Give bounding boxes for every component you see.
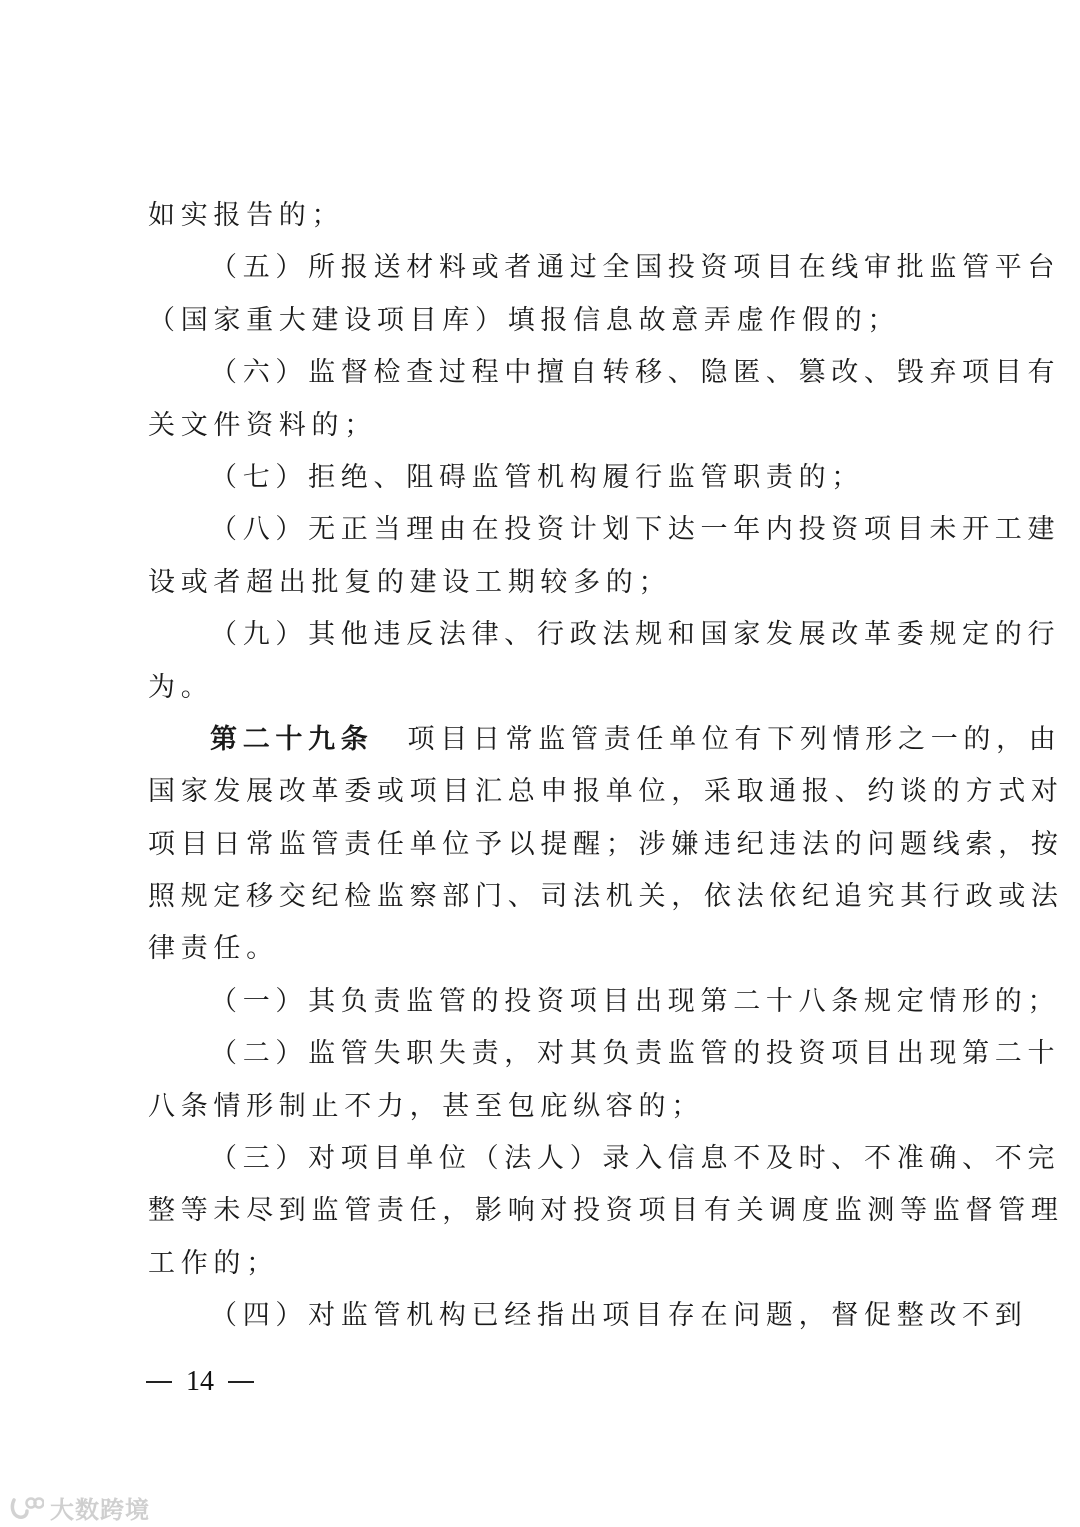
text-line: （一）其负责监管的投资项目出现第二十八条规定情形的； bbox=[210, 985, 1061, 1017]
text-line: （五）所报送材料或者通过全国投资项目在线审批监管平台 bbox=[210, 252, 1061, 284]
text-line: 如实报告的； bbox=[148, 200, 345, 231]
text-line: （四）对监管机构已经指出项目存在问题，督促整改不到 bbox=[210, 1300, 1028, 1332]
text-line: （二）监管失职失责，对其负责监管的投资项目出现第二十 bbox=[210, 1038, 1061, 1070]
text-line: （八）无正当理由在投资计划下达一年内投资项目未开工建 bbox=[210, 514, 1061, 546]
article-heading-line bbox=[148, 714, 1062, 766]
text-line: 整等未尽到监管责任，影响对投资项目有关调度监测等监督管理 bbox=[148, 1195, 1064, 1227]
text-line: 设或者超出批复的建设工期较多的； bbox=[148, 566, 672, 598]
text-line: （国家重大建设项目库）填报信息故意弄虚作假的； bbox=[148, 304, 901, 336]
text-line: 项目日常监管责任单位予以提醒；涉嫌违纪违法的问题线索，按 bbox=[148, 828, 1064, 860]
text-line: 为。 bbox=[148, 671, 214, 703]
document-body bbox=[148, 190, 1064, 1343]
watermark bbox=[10, 1490, 150, 1525]
text-line: 工作的； bbox=[148, 1247, 279, 1279]
watermark-text: 大数跨境 bbox=[50, 1496, 150, 1524]
text-line: 律责任。 bbox=[148, 933, 279, 965]
page-number-dash-right bbox=[228, 1381, 254, 1383]
text-line: （三）对项目单位（法人）录入信息不及时、不准确、不完 bbox=[210, 1143, 1061, 1175]
text-line: （七）拒绝、阻碍监管机构履行监管职责的； bbox=[210, 461, 864, 493]
text-line: 八条情形制止不力，甚至包庇纵容的； bbox=[148, 1090, 704, 1122]
page-number-value: 14 bbox=[186, 1366, 214, 1397]
article-number: 第二十九条 bbox=[210, 723, 374, 755]
page-number-dash-left bbox=[146, 1381, 172, 1383]
text-line: （六）监督检查过程中擅自转移、隐匿、篡改、毁弃项目有 bbox=[210, 357, 1061, 389]
article-text: 项目日常监管责任单位有下列情形之一的，由 bbox=[407, 723, 1062, 755]
text-line: 关文件资料的； bbox=[148, 409, 377, 441]
text-line: 国家发展改革委或项目汇总申报单位，采取通报、约谈的方式对 bbox=[148, 776, 1064, 808]
text-line: 照规定移交纪检监察部门、司法机关，依法依纪追究其行政或法 bbox=[148, 881, 1064, 913]
page-number bbox=[146, 1366, 254, 1398]
text-line: （九）其他违反法律、行政法规和国家发展改革委规定的行 bbox=[210, 619, 1061, 651]
watermark-logo-icon bbox=[10, 1496, 44, 1520]
